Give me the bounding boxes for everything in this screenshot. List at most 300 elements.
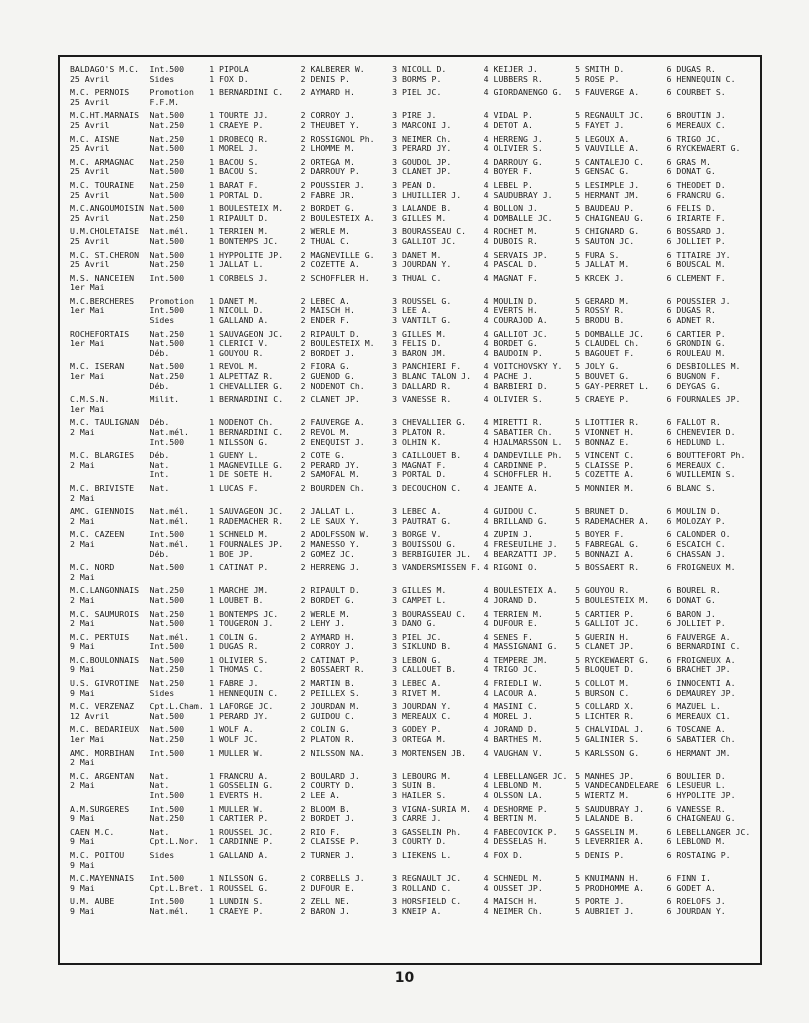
place-3-line: 3 RIVET M. xyxy=(392,687,442,698)
category-line: Nat.500 xyxy=(149,563,185,573)
place-6-line: 6 DUGAS R. xyxy=(666,305,716,316)
place-5-line: 5 CHAIGNEAU G. xyxy=(575,212,645,223)
place-6-cell xyxy=(667,725,754,744)
club-name-line: 25 Avril xyxy=(70,212,110,223)
place-5-line: 5 FAYET J. xyxy=(575,119,625,130)
club-name-line: M.S. NANCEIEN xyxy=(70,273,135,283)
place-3-line: 3 GILLES M. xyxy=(392,212,447,223)
category-line: Nat.mél. xyxy=(149,515,189,526)
place-2-line: 2 LE SAUX Y. xyxy=(300,515,360,526)
place-2-line: 2 PERARD JY. xyxy=(300,459,360,470)
table-row xyxy=(70,702,754,721)
place-4-line: 4 BORDET G. xyxy=(483,338,538,349)
club-name-line: 25 Avril xyxy=(70,96,110,107)
place-5-line: 5 COLLOT M. xyxy=(575,679,630,689)
place-6-cell xyxy=(667,851,754,870)
place-6-cell xyxy=(667,451,754,480)
place-1-cell xyxy=(209,633,300,652)
place-6-cell xyxy=(667,251,754,270)
club-name-line: A.M.SURGERES xyxy=(70,804,130,814)
club-name-line: M.C.HT.MARNAIS xyxy=(70,111,140,121)
place-6-line: 6 LEBLOND M. xyxy=(666,836,726,847)
place-4-line: 4 ZUPIN J. xyxy=(483,530,533,540)
place-2-cell xyxy=(301,874,392,893)
place-1-line: 1 DE SOETE H. xyxy=(209,469,274,480)
club-name-line: M.C. CAZEEN xyxy=(70,530,125,540)
place-1-line: 1 BACOU S. xyxy=(209,166,259,177)
category-cell xyxy=(150,395,210,414)
category-cell xyxy=(150,297,210,326)
place-1-line: 1 BONTEMPS JC. xyxy=(209,235,279,246)
place-6-line: 6 CLEMENT F. xyxy=(666,273,726,283)
place-5-line: 5 JOLY G. xyxy=(575,362,620,372)
club-name-cell xyxy=(70,274,150,293)
place-5-line: 5 BOYER F. xyxy=(575,530,625,540)
place-1-line: 1 DANET M. xyxy=(209,296,259,306)
category-line: Int.500 xyxy=(149,748,185,758)
table-row xyxy=(70,181,754,200)
place-1-line: 1 NILSSON G. xyxy=(209,874,269,884)
table-row xyxy=(70,484,754,503)
place-2-line: 2 BOURDEN Ch. xyxy=(300,483,365,493)
category-cell xyxy=(150,65,210,84)
club-name-line: 9 Mai xyxy=(70,813,95,824)
place-3-line: 3 FELIS D. xyxy=(392,338,442,349)
place-2-line: 2 THUAL C. xyxy=(300,235,350,246)
place-1-cell xyxy=(209,586,300,605)
category-cell xyxy=(150,181,210,200)
place-5-line: 5 BAUDEAU P. xyxy=(575,204,635,214)
place-1-line: 1 THOMAS C. xyxy=(209,664,264,675)
place-2-line: 2 FAUVERGE A. xyxy=(300,418,365,428)
place-2-line: 2 RIPAULT D. xyxy=(300,586,360,596)
place-1-cell xyxy=(209,330,300,359)
category-line: Nat.mél. xyxy=(149,507,189,517)
place-5-cell xyxy=(575,158,666,177)
place-1-line: 1 GALLAND A. xyxy=(209,850,269,860)
place-3-line: 3 GASSELIN Ph. xyxy=(392,827,462,837)
place-3-line: 3 LALANDE B. xyxy=(392,204,452,214)
place-1-line: 1 BOE JP. xyxy=(209,548,254,559)
place-1-cell xyxy=(209,395,300,414)
place-4-cell xyxy=(484,395,575,414)
place-5-line: 5 ROSE P. xyxy=(575,73,620,84)
place-2-cell xyxy=(301,251,392,270)
club-name-line: C.M.S.N. xyxy=(70,395,110,405)
place-3-line: 3 MAGNAT F. xyxy=(392,459,447,470)
place-3-cell xyxy=(392,484,483,503)
place-3-cell xyxy=(392,65,483,84)
place-3-line: 3 ROUSSEL G. xyxy=(392,296,452,306)
place-6-cell xyxy=(667,610,754,629)
place-2-line: 2 CLAISSE P. xyxy=(300,836,360,847)
place-2-line: 2 LEBEC A. xyxy=(300,296,350,306)
place-4-cell xyxy=(484,851,575,870)
place-1-cell xyxy=(209,204,300,223)
place-5-line: 5 BONNAZI A. xyxy=(575,548,635,559)
place-6-cell xyxy=(667,181,754,200)
place-2-line: 2 COZETTE A. xyxy=(300,259,360,270)
category-line: Int.500 xyxy=(149,65,185,74)
place-6-line: 6 ADNET R. xyxy=(666,315,716,326)
place-5-line: 5 LIOTTIER R. xyxy=(575,418,640,428)
place-2-cell xyxy=(301,610,392,629)
place-2-line: 2 JALLAT L. xyxy=(300,507,355,517)
place-3-line: 3 BORGE V. xyxy=(392,530,442,540)
place-3-cell xyxy=(392,749,483,768)
club-name-cell xyxy=(70,297,150,326)
place-2-line: 2 BORDET G. xyxy=(300,204,355,214)
place-4-cell xyxy=(484,633,575,652)
place-4-line: 4 LEBLOND M. xyxy=(483,780,543,791)
place-5-line: 5 BONNAZ E. xyxy=(575,436,630,447)
place-1-line: 1 WOLF A. xyxy=(209,725,254,735)
place-6-line: 6 ESCAICH C. xyxy=(666,538,726,549)
place-4-line: 4 FRESEUILHE J. xyxy=(483,538,558,549)
place-5-cell xyxy=(575,181,666,200)
place-3-cell xyxy=(392,135,483,154)
place-3-line: 3 LHUILLIER J. xyxy=(392,189,462,200)
club-name-cell xyxy=(70,772,150,801)
club-name-line: 2 Mai xyxy=(70,538,95,549)
place-6-line: 6 GRONDIN G. xyxy=(666,338,726,349)
club-name-line: M.C. BRIVISTE xyxy=(70,483,135,493)
place-2-cell xyxy=(301,418,392,447)
place-2-cell xyxy=(301,88,392,107)
club-name-line: 1er Mai xyxy=(70,338,105,349)
club-name-cell xyxy=(70,111,150,130)
place-6-line: 6 DUGAS R. xyxy=(666,65,716,74)
place-1-line: 1 CLERICI V. xyxy=(209,338,269,349)
category-line: Sides xyxy=(149,315,175,326)
place-6-cell xyxy=(667,88,754,107)
place-1-line: 1 WOLF JC. xyxy=(209,734,259,745)
place-1-cell xyxy=(209,251,300,270)
place-4-line: 4 DESSELAS H. xyxy=(483,836,548,847)
place-4-line: 4 DARROUY G. xyxy=(483,157,543,167)
club-name-line: U.M.CHOLETAISE xyxy=(70,227,140,237)
place-2-line: 2 CORROY J. xyxy=(300,111,355,121)
table-row xyxy=(70,65,754,84)
place-6-line: 6 INNOCENTI A. xyxy=(666,679,736,689)
place-4-line: 4 DUBOIS R. xyxy=(483,235,538,246)
place-1-cell xyxy=(209,851,300,870)
place-1-cell xyxy=(209,679,300,698)
category-line: Nat.250 xyxy=(149,212,185,223)
place-3-cell xyxy=(392,530,483,559)
place-3-cell xyxy=(392,805,483,824)
category-line: Nat.mél. xyxy=(149,538,189,549)
category-line: Int.500 xyxy=(149,804,185,814)
place-6-line: 6 CARTIER P. xyxy=(666,329,726,339)
category-cell xyxy=(150,828,210,847)
place-1-line: 1 BACOU S. xyxy=(209,157,259,167)
place-4-line: 4 BAUDOIN P. xyxy=(483,347,543,358)
place-1-line: 1 NODENOT Ch. xyxy=(209,418,274,428)
category-line: Nat.mél. xyxy=(149,227,189,237)
place-4-line: 4 GALLIOT JC. xyxy=(483,329,548,339)
place-4-line: 4 HERRENG J. xyxy=(483,134,543,144)
place-1-cell xyxy=(209,362,300,391)
place-5-line: 5 DENIS P. xyxy=(575,850,625,860)
place-1-cell xyxy=(209,725,300,744)
place-5-cell xyxy=(575,679,666,698)
place-4-line: 4 RIGONI O. xyxy=(483,563,538,573)
place-3-line: 3 DECOUCHON C. xyxy=(392,483,462,493)
place-2-line: 2 SCHOFFLER H. xyxy=(300,273,370,283)
place-2-line: 2 MARTIN B. xyxy=(300,679,355,689)
place-1-line: 1 DROBECQ R. xyxy=(209,134,269,144)
place-5-cell xyxy=(575,227,666,246)
place-4-line: 4 PACHE J. xyxy=(483,371,533,382)
place-2-line: 2 PLATON R. xyxy=(300,734,355,745)
place-1-line: 1 SAUVAGEON JC. xyxy=(209,329,284,339)
category-line: Milit. xyxy=(149,395,180,405)
place-4-line: 4 BOULESTEIX A. xyxy=(483,586,558,596)
place-2-line: 2 RIO F. xyxy=(300,827,341,837)
place-4-line: 4 CARDINNE P. xyxy=(483,459,548,470)
category-cell xyxy=(150,656,210,675)
category-line: Nat. xyxy=(149,827,170,837)
place-5-line: 5 CANTALEJO C. xyxy=(575,157,645,167)
place-5-cell xyxy=(575,135,666,154)
club-name-cell xyxy=(70,507,150,526)
category-line: Int.500 xyxy=(149,897,185,907)
place-3-line: 3 JOURDAN Y. xyxy=(392,259,452,270)
category-line: Int. xyxy=(149,469,170,480)
place-1-cell xyxy=(209,111,300,130)
place-1-line: 1 HENNEQUIN C. xyxy=(209,687,279,698)
club-name-line: 2 Mai xyxy=(70,594,95,605)
club-name-line: 2 Mai xyxy=(70,780,95,791)
place-3-line: 3 CAMPET L. xyxy=(392,594,447,605)
place-4-line: 4 SERVAIS JP. xyxy=(483,250,548,260)
club-name-line: 1er Mai xyxy=(70,403,105,414)
place-5-line: 5 GENSAC G. xyxy=(575,166,630,177)
place-2-line: 2 ZELL NE. xyxy=(300,897,350,907)
place-6-line: 6 DONAT G. xyxy=(666,594,716,605)
table-row xyxy=(70,805,754,824)
place-4-line: 4 LACOUR A. xyxy=(483,687,538,698)
place-6-cell xyxy=(667,65,754,84)
place-5-line: 5 COLLARD X. xyxy=(575,702,635,712)
place-2-cell xyxy=(301,656,392,675)
place-2-cell xyxy=(301,805,392,824)
place-2-line: 2 TURNER J. xyxy=(300,850,355,860)
place-5-line: 5 BOSSAERT R. xyxy=(575,563,640,573)
club-name-line: M.C.BERCHERES xyxy=(70,296,135,306)
place-1-cell xyxy=(209,656,300,675)
category-cell xyxy=(150,851,210,870)
club-name-cell xyxy=(70,563,150,582)
category-cell xyxy=(150,805,210,824)
category-cell xyxy=(150,530,210,559)
place-5-line: 5 FAUVERGE A. xyxy=(575,88,640,98)
place-3-cell xyxy=(392,679,483,698)
category-cell xyxy=(150,633,210,652)
place-3-line: 3 SUIN B. xyxy=(392,780,437,791)
place-3-cell xyxy=(392,874,483,893)
place-2-line: 2 ENDER F. xyxy=(300,315,350,326)
place-2-cell xyxy=(301,297,392,326)
club-name-line: M.C. BLARGIES xyxy=(70,451,135,461)
place-1-cell xyxy=(209,274,300,293)
place-6-line: 6 TRIGO JC. xyxy=(666,134,721,144)
place-3-line: 3 THUAL C. xyxy=(392,273,442,283)
category-line: Nat. xyxy=(149,483,170,493)
place-1-line: 1 GOUYOU R. xyxy=(209,347,264,358)
place-3-cell xyxy=(392,251,483,270)
place-1-line: 1 EVERTS H. xyxy=(209,790,264,800)
place-4-line: 4 EVERTS H. xyxy=(483,305,538,316)
place-2-line: 2 BOULESTEIX M. xyxy=(300,338,375,349)
club-name-cell xyxy=(70,828,150,847)
place-2-cell xyxy=(301,530,392,559)
place-2-line: 2 BOULARD J. xyxy=(300,771,360,781)
place-1-line: 1 LUNDIN S. xyxy=(209,897,264,907)
table-row xyxy=(70,395,754,414)
place-5-line: 5 HERMANT JM. xyxy=(575,189,640,200)
place-6-line: 6 BOULIER D. xyxy=(666,771,726,781)
table-row xyxy=(70,530,754,559)
place-6-line: 6 HENNEQUIN C. xyxy=(666,73,736,84)
place-2-cell xyxy=(301,362,392,391)
place-2-line: 2 CLANET JP. xyxy=(300,395,360,405)
category-line: Nat. xyxy=(149,780,170,791)
club-name-line: AMC. MORBIHAN xyxy=(70,748,135,758)
place-2-line: 2 BARON J. xyxy=(300,905,350,916)
club-name-line: 25 Avril xyxy=(70,73,110,84)
category-line: Cpt.L.Bret. xyxy=(149,882,204,893)
category-line: Nat.250 xyxy=(149,664,185,675)
place-4-line: 4 LUBBERS R. xyxy=(483,73,543,84)
place-6-line: 6 SABATIER Ch. xyxy=(666,734,736,745)
place-4-cell xyxy=(484,702,575,721)
table-row xyxy=(70,204,754,223)
place-6-cell xyxy=(667,274,754,293)
place-2-line: 2 CATINAT P. xyxy=(300,655,360,665)
place-3-cell xyxy=(392,610,483,629)
place-5-line: 5 CARTIER P. xyxy=(575,609,635,619)
place-6-line: 6 LESUEUR L. xyxy=(666,780,726,791)
place-4-line: 4 BARBIERI D. xyxy=(483,380,548,391)
place-4-cell xyxy=(484,507,575,526)
place-1-line: 1 GUENY L. xyxy=(209,451,259,461)
category-line: Déb. xyxy=(149,380,170,391)
place-4-cell xyxy=(484,874,575,893)
table-row xyxy=(70,679,754,698)
place-5-line: 5 GAY-PERRET L. xyxy=(575,380,650,391)
place-1-line: 1 CATINAT P. xyxy=(209,563,269,573)
place-2-cell xyxy=(301,702,392,721)
club-name-line: M.C. SAUMUROIS xyxy=(70,609,140,619)
category-cell xyxy=(150,158,210,177)
page-number: 10 xyxy=(394,970,415,986)
place-3-line: 3 LIEKENS L. xyxy=(392,850,452,860)
place-5-line: 5 VAUVILLE A. xyxy=(575,143,640,154)
place-3-cell xyxy=(392,181,483,200)
place-6-cell xyxy=(667,749,754,768)
place-2-line: 2 WERLE M. xyxy=(300,227,350,237)
place-2-cell xyxy=(301,274,392,293)
place-6-cell xyxy=(667,204,754,223)
place-6-cell xyxy=(667,828,754,847)
place-6-line: 6 GRAS M. xyxy=(666,157,711,167)
place-5-cell xyxy=(575,874,666,893)
club-name-cell xyxy=(70,362,150,391)
table-row xyxy=(70,111,754,130)
club-name-line: 25 Avril xyxy=(70,119,110,130)
place-5-line: 5 BOUVET G. xyxy=(575,371,630,382)
category-line: Nat.500 xyxy=(149,594,185,605)
place-5-line: 5 PRODHOMME A. xyxy=(575,882,645,893)
place-2-line: 2 MANESSO Y. xyxy=(300,538,360,549)
place-2-line: 2 DUFOUR E. xyxy=(300,882,355,893)
place-2-line: 2 ENEQUIST J. xyxy=(300,436,365,447)
category-cell xyxy=(150,586,210,605)
place-2-line: 2 FABRE JR. xyxy=(300,189,355,200)
club-name-cell xyxy=(70,395,150,414)
category-line: Nat.250 xyxy=(149,679,185,689)
place-6-line: 6 LEBELLANGER JC. xyxy=(666,827,751,837)
place-2-line: 2 SAMOFAL M. xyxy=(300,469,360,480)
place-5-line: 5 BRODU B. xyxy=(575,315,625,326)
place-3-cell xyxy=(392,158,483,177)
category-cell xyxy=(150,88,210,107)
place-3-line: 3 CARRE J. xyxy=(392,813,442,824)
place-5-line: 5 COZETTE A. xyxy=(575,469,635,480)
place-1-cell xyxy=(209,874,300,893)
place-4-line: 4 OLIVIER S. xyxy=(483,395,543,405)
place-3-line: 3 BARON JM. xyxy=(392,347,447,358)
place-2-line: 2 AYMARD H. xyxy=(300,632,355,642)
club-name-cell xyxy=(70,251,150,270)
place-2-cell xyxy=(301,507,392,526)
place-4-cell xyxy=(484,828,575,847)
place-6-line: 6 DEMAUREY JP. xyxy=(666,687,736,698)
place-5-line: 5 VIONNET H. xyxy=(575,427,635,437)
place-1-cell xyxy=(209,805,300,824)
place-1-line: 1 REVOL M. xyxy=(209,362,259,372)
place-4-line: 4 OLIVIER S. xyxy=(483,143,543,154)
category-line: Nat.mél. xyxy=(149,427,189,437)
table-row xyxy=(70,330,754,359)
place-3-cell xyxy=(392,330,483,359)
club-name-line: 9 Mai xyxy=(70,687,95,698)
category-line: Nat.250 xyxy=(149,180,185,190)
place-2-cell xyxy=(301,586,392,605)
place-4-cell xyxy=(484,679,575,698)
club-name-line: M.C. AISNE xyxy=(70,134,120,144)
place-4-line: 4 SENES F. xyxy=(483,632,533,642)
place-3-line: 3 SIKLUND B. xyxy=(392,641,452,652)
category-line: Nat.250 xyxy=(149,813,185,824)
place-1-cell xyxy=(209,610,300,629)
place-4-line: 4 DETOT A. xyxy=(483,119,533,130)
place-3-line: 3 GODEY P. xyxy=(392,725,442,735)
place-3-cell xyxy=(392,111,483,130)
table-row xyxy=(70,874,754,893)
place-4-line: 4 HJALMARSSON L. xyxy=(483,436,563,447)
place-3-line: 3 BOURASSEAU C. xyxy=(392,227,467,237)
club-name-line: M.C. TOURAINE xyxy=(70,180,135,190)
place-6-line: 6 BOUSCAL M. xyxy=(666,259,726,270)
place-2-cell xyxy=(301,563,392,582)
place-6-line: 6 FOURNALES JP. xyxy=(666,395,741,405)
place-4-line: 4 MOULIN D. xyxy=(483,296,538,306)
place-4-line: 4 SCHNEDL M. xyxy=(483,874,543,884)
table-row xyxy=(70,418,754,447)
